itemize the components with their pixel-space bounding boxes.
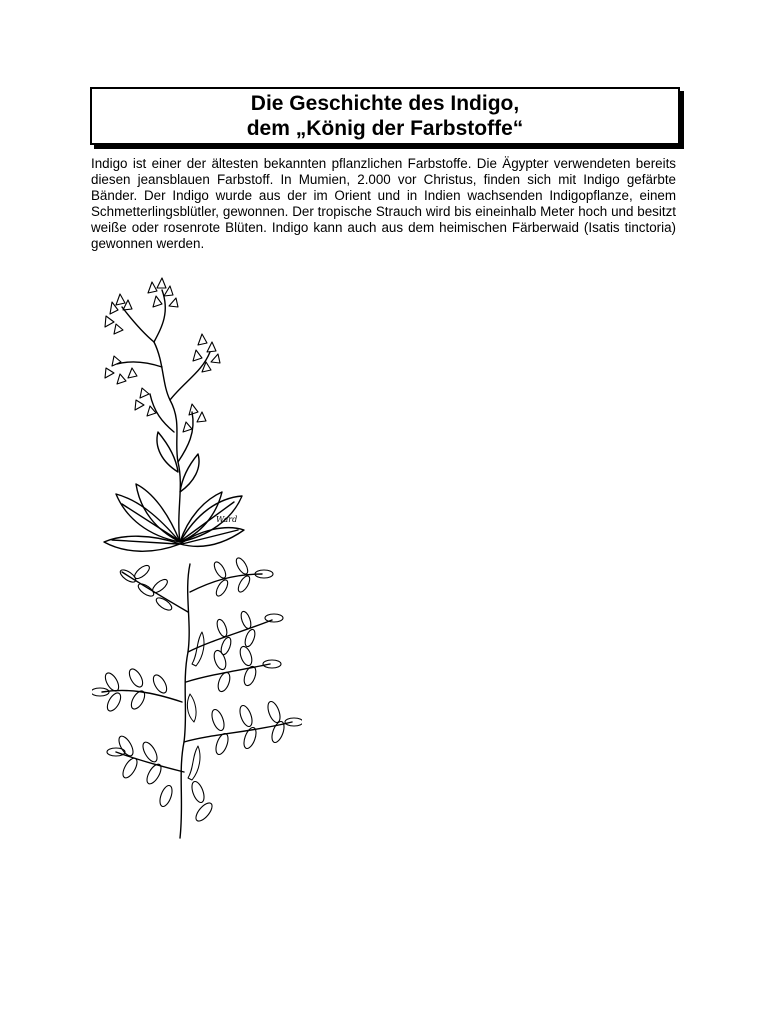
page-title-line-1: Die Geschichte des Indigo, — [250, 92, 520, 115]
plant-illustration-icon — [92, 272, 302, 847]
illustration-signature: Ward — [216, 515, 238, 524]
title-box — [90, 87, 680, 145]
intro-paragraph: Indigo ist einer der ältesten bekannten pflanzlichen Farbstoffe. Die Ägypter verwendeten bereits diesen jeansblauen Farbstoff. In Mumien, 2.000 vor Christus, finden sich mit Indigo gefärbte Bänder. Der Indigo wurde aus der im Orient und in Indien wachsenden Indigopflanze, einem Schmetterlingsblütler, gewonnen. Der tropische Strauch wird bis eineinhalb Meter hoch und besitzt weiße oder rosenrote Blüten. Indigo kann auch aus dem heimischen Färberwaid (Isatis tinctoria) gewonnen werden. — [91, 156, 676, 251]
page-title-line-2: dem „König der Farbstoffe“ — [246, 117, 524, 140]
